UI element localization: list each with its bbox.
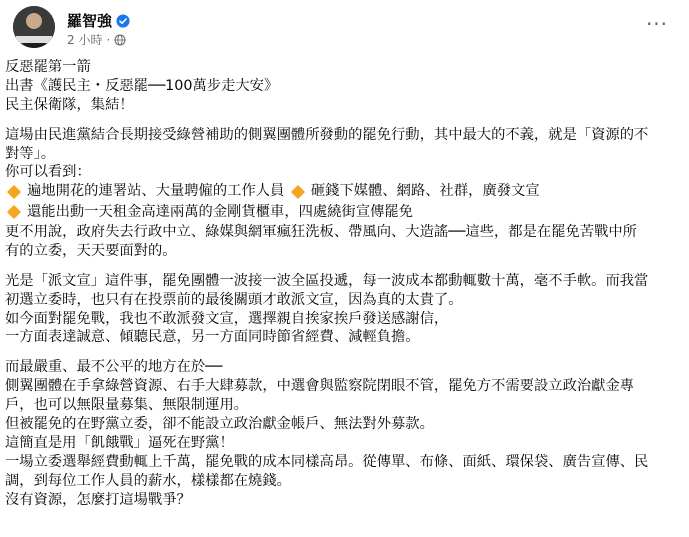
bullet-item (5, 203, 413, 222)
post-time[interactable]: 2 小時 (67, 33, 103, 47)
text-line: 如今面對罷免戰，我也不敢派發文宣，選擇親自挨家挨戶發送感謝信， (5, 310, 449, 327)
avatar[interactable] (13, 6, 55, 48)
bullet-text: 遍地開花的連署站、大量聘僱的工作人員 (27, 183, 285, 200)
text-line: 初選立委時，也只有在投票前的最後關頭才敢派文宣，因為真的太貴了。 (5, 291, 463, 308)
text-line: 但被罷免的在野黨立委，卻不能設立政治獻金帳戶、無法對外募款。 (5, 416, 434, 433)
text-line: 光是「派文宣」這件事，罷免團體一波接一波全區投遞，每一波成本都動輒數十萬，毫不手軟。而我當 (5, 272, 649, 289)
orange-diamond-icon (7, 185, 21, 199)
meta-separator: · (106, 32, 111, 47)
orange-diamond-icon (7, 205, 21, 219)
post-header (13, 6, 679, 52)
text-line: 民主保衛隊，集結！ (5, 96, 134, 113)
orange-diamond-icon (291, 185, 305, 199)
globe-icon (114, 34, 126, 46)
author-name[interactable]: 羅智強 (67, 12, 113, 30)
text-line: 一方面表達誠意、傾聽民意，另一方面同時節省經費、減輕負擔。 (5, 329, 420, 346)
avatar-image (13, 6, 55, 48)
text-line: 你可以看到： (5, 164, 91, 181)
text-line: 戶，也可以無限量募集、無限制運用。 (5, 397, 249, 414)
text-line: 更不用說，政府失去行政中立、綠媒與網軍瘋狂洗板、帶風向、大造謠──這些，都是在罷免苦戰中所 (5, 224, 637, 241)
text-line: 有的立委，天天要面對的。 (5, 242, 177, 259)
text-line: 側翼團體在手拿綠營資源、右手大肆募款，中選會與監察院閉眼不管，罷免方不需要設立政治獻金專 (5, 378, 635, 395)
bullet-text: 砸錢下媒體、網路、社群，廣發文宣 (310, 183, 540, 200)
text-line: 調，到每位工作人員的薪水，樣樣都在燒錢。 (5, 472, 291, 489)
bullet-item (289, 182, 540, 201)
bullet-item (5, 182, 284, 201)
verified-badge-icon (116, 14, 130, 28)
text-line: 一場立委選舉經費動輒上千萬，罷免戰的成本同樣高昂。從傳單、布條、面紙、環保袋、廣告宣傳、民 (5, 453, 649, 470)
text-line: 而最嚴重、最不公平的地方在於── (5, 359, 223, 376)
text-line: 對等」。 (5, 145, 56, 162)
post-body (5, 58, 685, 510)
text-line: 反惡罷第一箭 (5, 59, 91, 75)
bullet-text: 還能出動一天租金高達兩萬的金剛貨櫃車，四處繞街宣傳罷免 (27, 203, 414, 220)
author-name-row (67, 10, 130, 31)
text-line: 這簡直是用「飢餓戰」逼死在野黨！ (5, 434, 234, 451)
text-line: 沒有資源，怎麼打這場戰爭？ (5, 491, 191, 508)
text-line: 這場由民進黨結合長期接受綠營補助的側翼團體所發動的罷免行動，其中最大的不義，就是「資源的不 (5, 126, 649, 143)
text-line: 出書《護民主・反惡罷──100萬步走大安》 (5, 77, 279, 94)
post-meta (67, 31, 126, 48)
more-options-icon[interactable]: ··· (645, 12, 669, 36)
